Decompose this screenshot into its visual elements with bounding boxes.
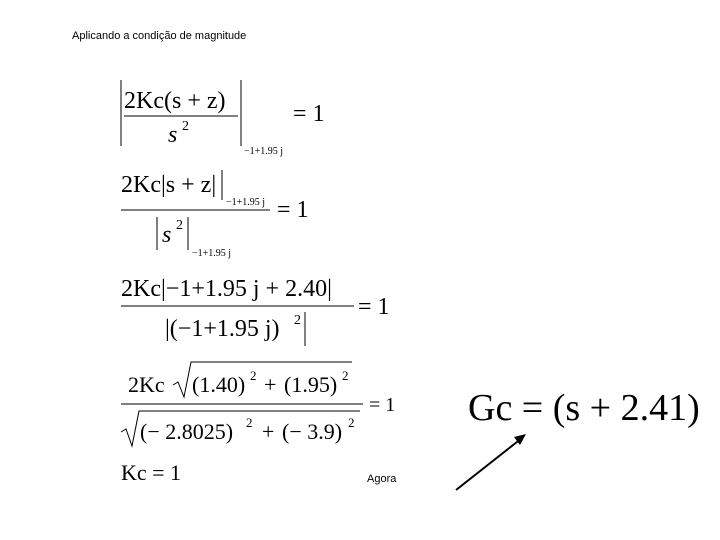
eq3-rhs: = 1: [358, 294, 390, 320]
arrow-icon: [456, 434, 526, 490]
equation-1: [121, 80, 325, 157]
eq4-num-plus: +: [264, 372, 277, 397]
compensator-equation: Gc = (s + 2.41): [468, 387, 700, 429]
eq1-numerator: 2Kc(s + z): [124, 88, 226, 114]
eq3-denominator: |(−1+1.95 j): [165, 316, 280, 342]
eq1-denominator: s: [168, 122, 178, 148]
eq2-numerator: 2Kc|s + z|: [121, 172, 217, 198]
equation-3: [121, 276, 390, 346]
equation-4: [121, 362, 395, 446]
eq1-eval-point: −1+1.95 j: [244, 146, 284, 157]
eq3-den-exponent: 2: [294, 313, 301, 328]
eq2-rhs: = 1: [277, 197, 309, 223]
eq2-denominator: s: [162, 222, 172, 248]
eq4-den-plus: +: [262, 419, 275, 444]
eq3-numerator: 2Kc|−1+1.95 j + 2.40|: [121, 276, 332, 302]
eq4-rhs: = 1: [369, 394, 396, 416]
eq4-den-a: (− 2.8025): [140, 419, 234, 444]
page-heading: Aplicando a condição de magnitude: [72, 30, 247, 42]
eq1-den-exponent: 2: [182, 119, 189, 134]
kc-result: Kc = 1: [121, 460, 182, 485]
eq4-num-b: (1.95): [284, 372, 338, 397]
eq4-num-a: (1.40): [192, 372, 246, 397]
eq4-num-coef: 2Kc: [128, 372, 165, 397]
eq4-num-exp: 2: [250, 368, 257, 383]
eq4-den-exp: 2: [246, 415, 253, 430]
eq1-rhs: = 1: [293, 101, 325, 127]
eq4-den-b: (− 3.9): [282, 419, 343, 444]
eq4-den-exp: 2: [348, 415, 355, 430]
agora-label: Agora: [367, 473, 397, 485]
eq2-num-eval: −1+1.95 j: [226, 197, 266, 208]
equation-2: [121, 170, 309, 259]
eq4-num-exp: 2: [342, 368, 349, 383]
eq2-den-exponent: 2: [176, 218, 183, 233]
eq2-den-eval: −1+1.95 j: [192, 248, 232, 259]
